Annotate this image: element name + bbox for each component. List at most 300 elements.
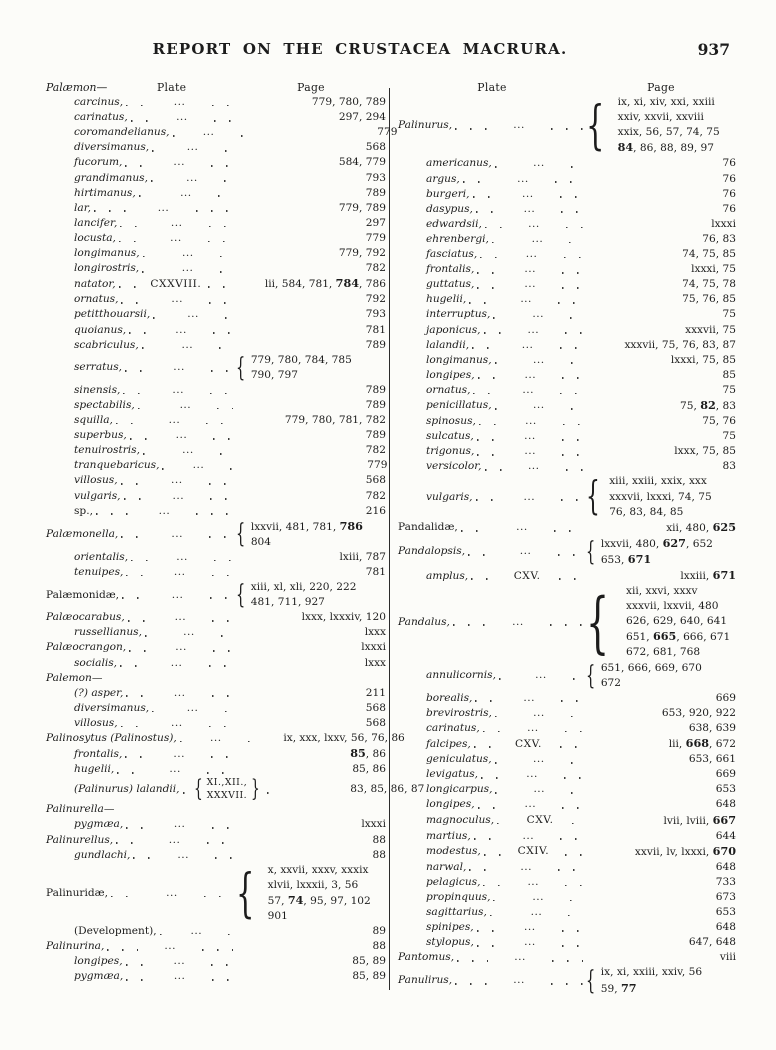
entry-name: lancifer, — [74, 216, 118, 229]
page-refs: 789 — [365, 186, 387, 199]
page-refs: lxxx, 75, 85 — [674, 445, 737, 458]
page-refs — [586, 474, 736, 519]
index-row — [398, 782, 736, 797]
dot-leader — [562, 377, 583, 379]
dot-leader — [209, 726, 233, 728]
index-row — [398, 890, 736, 905]
page-refs: 85 — [722, 368, 736, 381]
plate-ref: ... — [527, 875, 540, 888]
entry-name: falcipes, — [426, 737, 471, 750]
index-row — [398, 536, 736, 568]
entry-name: americanus, — [426, 157, 492, 170]
dot-leader — [153, 317, 161, 319]
page-refs: 653 — [715, 783, 737, 796]
entry-name: sagittarius, — [426, 906, 487, 919]
index-row — [46, 292, 386, 307]
index-row — [398, 935, 736, 950]
page-line: 901 — [267, 909, 288, 922]
plate-ref: ... — [175, 641, 187, 654]
dot-leader — [455, 128, 487, 130]
index-row — [46, 776, 425, 803]
index-row — [398, 875, 736, 890]
bold-page-ref: 667 — [712, 812, 736, 827]
dot-leader — [209, 536, 233, 538]
page-line: lxxvii, 480, 627, 652 — [600, 535, 713, 550]
plate-ref: ... — [169, 763, 181, 776]
plate-ref: ... — [172, 489, 185, 502]
dot-leader — [130, 438, 150, 440]
dot-leader — [479, 424, 499, 426]
entry-name: lalandii, — [426, 338, 470, 351]
entry-name: burgeri, — [426, 187, 470, 200]
entry-name: Palæocrangon, — [46, 641, 127, 654]
plate-ref: ... — [168, 833, 181, 846]
dot-leader — [121, 726, 145, 728]
page-line: 59, 77 — [600, 980, 637, 995]
dot-leader — [126, 105, 147, 107]
plate-ref: ... — [531, 232, 544, 245]
plate-ref: ... — [533, 706, 545, 719]
index-row — [46, 383, 386, 398]
entry-name: Palinurina, — [46, 940, 105, 953]
dot-leader — [477, 272, 498, 274]
page-refs: 779 — [367, 459, 388, 472]
index-row — [398, 277, 736, 292]
plate-ref: ... — [168, 414, 181, 427]
page-refs: 792 — [365, 293, 386, 306]
index-row — [398, 829, 736, 844]
index-row — [46, 671, 386, 686]
entry-name: longipes, — [74, 955, 123, 968]
page-refs: 75 — [722, 430, 736, 443]
index-row — [398, 95, 736, 156]
plate-ref: ... — [172, 383, 184, 396]
index-row — [46, 640, 386, 655]
entry-name: propinquus, — [426, 890, 491, 903]
index-row — [398, 767, 736, 782]
dot-leader — [142, 347, 156, 349]
plate-ref: ... — [522, 383, 535, 396]
index-row — [46, 954, 386, 969]
brace-glyph: { — [236, 862, 255, 924]
page-line: xxix, 56, 57, 74, 75 — [617, 126, 720, 139]
dot-leader — [211, 165, 233, 167]
index-row — [398, 905, 736, 920]
dot-leader — [560, 196, 583, 198]
dot-leader — [131, 120, 150, 122]
entry-name: longirostris, — [74, 262, 140, 275]
index-row — [46, 246, 386, 261]
page-refs: 75 — [722, 383, 736, 396]
plate-ref: CXXVIII. — [150, 277, 202, 290]
dot-leader — [212, 575, 233, 577]
dot-leader — [126, 964, 148, 966]
index-row — [46, 848, 386, 863]
page-lines — [251, 580, 386, 610]
plate-ref: ... — [528, 217, 540, 230]
plate-ref: ... — [186, 701, 199, 714]
dot-leader — [484, 854, 502, 856]
dot-leader — [129, 332, 149, 334]
entry-name: superbus, — [74, 429, 127, 442]
index-row — [46, 458, 386, 473]
entry-name: hugelii, — [74, 763, 115, 776]
entry-name: squilla, — [74, 414, 113, 427]
index-row — [46, 504, 386, 519]
index-row — [398, 232, 736, 247]
entry-name: carinatus, — [74, 111, 128, 124]
index-row — [46, 762, 386, 777]
plate-ref: ... — [187, 308, 199, 321]
index-row — [398, 338, 736, 353]
dot-leader — [126, 827, 147, 829]
entry-name: lar, — [74, 201, 91, 214]
dot-leader — [571, 166, 583, 168]
page-refs: 76 — [722, 172, 737, 185]
page-refs: lxxxi — [361, 641, 386, 654]
dot-leader — [213, 650, 233, 652]
entry-name: longipes, — [426, 798, 475, 811]
dot-leader — [212, 695, 233, 697]
index-row — [398, 172, 736, 187]
entry-name: Pandalidæ, — [398, 521, 458, 534]
index-row — [398, 691, 736, 706]
page-refs: 779, 792 — [338, 247, 387, 260]
plate-line: XXXVII. — [206, 789, 248, 801]
page-refs: 653, 661 — [688, 753, 737, 766]
entry-name: fasciatus, — [426, 248, 478, 261]
entry-name: russellianus, — [74, 626, 142, 639]
plate-ref: ... — [520, 860, 532, 873]
page-refs: 83, 85, 86, 87 — [350, 783, 425, 796]
dot-leader — [121, 536, 145, 538]
entry-name: carcinus, — [74, 96, 124, 109]
plate-ref: ... — [158, 504, 171, 517]
index-row — [46, 802, 386, 817]
index-row — [46, 656, 386, 671]
dot-leader — [131, 560, 150, 562]
dot-leader — [211, 370, 233, 372]
dot-leader — [183, 792, 187, 794]
dot-leader — [571, 762, 583, 764]
index-row — [398, 368, 736, 383]
dot-leader — [142, 271, 155, 273]
dot-leader — [493, 900, 506, 902]
index-row — [46, 398, 386, 413]
plate-ref: ... — [532, 353, 545, 366]
page-refs: 779 — [377, 126, 398, 139]
dot-leader — [215, 857, 233, 859]
dot-leader — [472, 347, 495, 349]
plate-ref: ... — [170, 716, 183, 729]
running-head — [48, 40, 732, 60]
plate-ref: CXV. — [526, 814, 554, 826]
page-refs: xxxvii, 75, 76, 83, 87 — [624, 338, 736, 351]
plate-ref: ... — [523, 490, 536, 503]
entry-name: penicillatus, — [426, 399, 492, 412]
entry-name: serratus, — [74, 361, 123, 374]
page-refs: 789 — [365, 383, 386, 396]
page-refs: 83 — [722, 460, 736, 473]
bold-page-ref: 627 — [662, 535, 686, 550]
plate-ref: ... — [526, 768, 538, 781]
entry-name: interruptus, — [426, 308, 491, 321]
bold-page-ref: 784 — [335, 276, 360, 291]
entry-name: versicolor, — [426, 460, 482, 473]
index-row — [46, 125, 398, 140]
plate-ref: ... — [181, 338, 194, 351]
plate-ref: ... — [173, 686, 186, 699]
entry-name: Palinuridæ, — [46, 886, 108, 899]
plate-ref: ... — [173, 361, 185, 374]
dot-leader — [571, 362, 583, 364]
dot-leader — [241, 135, 245, 137]
dot-leader — [560, 347, 583, 349]
page-refs: viii — [719, 951, 737, 964]
dot-leader — [493, 317, 506, 319]
dot-leader — [117, 772, 143, 774]
index-row — [46, 353, 386, 383]
dot-leader — [152, 711, 160, 713]
plate-ref: ... — [164, 940, 176, 953]
entry-name: grandimanus, — [74, 171, 148, 184]
dot-leader — [128, 620, 149, 622]
dot-leader — [125, 370, 147, 372]
dot-leader — [126, 979, 147, 981]
index-row — [398, 383, 736, 398]
dot-leader — [490, 915, 505, 917]
entry-name: Palæocarabus, — [46, 611, 125, 624]
dot-leader — [111, 896, 140, 898]
index-row — [398, 156, 736, 171]
page-refs: 669 — [715, 768, 737, 781]
dot-leader — [471, 578, 495, 580]
dot-leader — [474, 838, 497, 840]
index-row — [46, 338, 386, 353]
entry-name: diversimanus, — [74, 701, 150, 714]
page-line: 651, 665, 666, 671 — [626, 629, 731, 644]
index-row — [46, 140, 386, 155]
dot-leader — [571, 716, 583, 718]
entry-name: fucorum, — [74, 156, 123, 169]
page-refs: lxxx — [364, 626, 386, 639]
index-row — [398, 262, 736, 277]
plate-ref: ... — [513, 119, 525, 132]
dot-leader — [120, 226, 144, 228]
dot-leader — [212, 620, 233, 622]
plate-ref: ... — [181, 247, 194, 260]
index-row — [398, 706, 736, 721]
page-line: 626, 629, 640, 641 — [626, 615, 728, 628]
entry-name: villosus, — [74, 474, 118, 487]
index-row — [398, 813, 736, 829]
page-refs: 297 — [365, 216, 386, 229]
page-refs: 85, 86 — [352, 763, 387, 776]
index-row — [398, 414, 736, 429]
entry-name: petitthouarsii, — [74, 308, 151, 321]
page-refs: 793 — [365, 308, 387, 321]
dot-leader — [561, 499, 583, 501]
page-refs: 638, 639 — [688, 721, 737, 734]
index-row — [398, 247, 736, 262]
plate-ref: ... — [175, 323, 187, 336]
page-refs: 88 — [372, 848, 386, 861]
dot-leader — [492, 242, 506, 244]
plate-column-label: Plate — [477, 81, 507, 94]
dot-leader — [474, 746, 497, 748]
dot-leader — [476, 499, 498, 501]
dot-leader — [475, 700, 497, 702]
page-line: x, xxvii, xxxv, xxxix — [267, 863, 369, 876]
entry-name: locusta, — [74, 231, 116, 244]
dot-leader — [477, 454, 498, 456]
page-line: 84, 86, 88, 89, 97 — [617, 140, 715, 155]
plate-ref: ... — [173, 818, 186, 831]
entry-name: pygmæa, — [74, 818, 124, 831]
dot-leader — [209, 226, 233, 228]
dot-leader — [495, 362, 507, 364]
plate-ref: ... — [157, 201, 170, 214]
page-refs: 76 — [722, 187, 737, 200]
plate-ref: ... — [521, 187, 534, 200]
dot-leader — [554, 530, 583, 532]
page-refs — [586, 95, 736, 156]
plate-ref: ... — [170, 474, 183, 487]
dot-leader — [213, 332, 233, 334]
index-row — [398, 217, 736, 232]
page-refs: 75, 76 — [702, 415, 736, 428]
entry-name: Palinurella— — [46, 803, 115, 816]
page-refs: 584, 779 — [338, 156, 387, 169]
page-column-label: Page — [647, 81, 675, 94]
spacer — [204, 90, 233, 92]
entry-name: martius, — [426, 829, 471, 842]
page-line: 76, 83, 84, 85 — [609, 505, 684, 518]
dot-leader — [565, 885, 583, 887]
dot-leader — [480, 257, 499, 259]
entry-name: Palinurus, — [398, 119, 453, 132]
entry-name: socialis, — [74, 656, 118, 669]
entry-name: pelagicus, — [426, 875, 481, 888]
plate-ref: ... — [524, 921, 536, 934]
dot-leader — [214, 120, 233, 122]
page-refs: 85, 86 — [350, 746, 386, 761]
entry-name: villosus, — [74, 716, 118, 729]
index-row — [46, 610, 386, 625]
section-heading: Palæmon— — [46, 81, 108, 94]
page-refs: lii, 668, 672 — [668, 736, 736, 751]
spacer — [110, 90, 139, 92]
page-refs: xii, 480, 625 — [666, 519, 736, 534]
dot-leader — [162, 468, 166, 470]
page-refs: 85, 89 — [352, 955, 386, 968]
plate-ref: ... — [533, 753, 545, 766]
entry-name: japonicus, — [426, 323, 481, 336]
plate-ref: ... — [523, 691, 535, 704]
index-row — [398, 444, 736, 459]
plate-ref: ... — [180, 186, 192, 199]
entry-name: stylopus, — [426, 936, 474, 949]
index-row — [46, 731, 405, 746]
dot-leader — [212, 979, 233, 981]
page-number: 937 — [697, 40, 730, 59]
page-refs: 653 — [715, 906, 736, 919]
page-lines — [251, 519, 386, 550]
page-column-label: Page — [297, 81, 325, 94]
plate-ref: ... — [176, 550, 188, 563]
entry-name: geniculatus, — [426, 753, 492, 766]
page-lines — [601, 661, 736, 691]
dot-leader — [196, 210, 234, 212]
page-refs: 779, 780, 789 — [311, 96, 386, 109]
dot-leader — [551, 983, 583, 985]
dot-leader — [225, 150, 233, 152]
page-refs: xxvii, lv, lxxxi, 670 — [634, 843, 737, 858]
dot-leader — [133, 857, 151, 859]
dot-leader — [568, 915, 583, 917]
entry-name: orientalis, — [74, 550, 129, 563]
dot-leader — [248, 741, 252, 743]
dot-leader — [209, 302, 233, 304]
dot-leader — [562, 272, 583, 274]
dot-leader — [485, 469, 502, 471]
page-lines — [618, 95, 736, 156]
index-row — [46, 307, 386, 322]
index-row — [46, 323, 386, 338]
page-refs: lxxx — [364, 656, 387, 669]
plate-ref — [190, 777, 265, 802]
index-row — [46, 686, 386, 701]
index-row — [46, 276, 386, 292]
plate-ref: ... — [166, 886, 178, 899]
bold-page-ref: 625 — [712, 519, 736, 534]
plate-ref: ... — [523, 202, 536, 215]
entry-name: pygmæa, — [74, 970, 124, 983]
index-row — [46, 833, 386, 848]
index-row — [46, 565, 386, 580]
entry-name: Pantomus, — [398, 951, 455, 964]
index-row — [46, 171, 386, 186]
dot-leader — [129, 650, 149, 652]
plate-ref: ... — [202, 126, 215, 139]
index-row — [46, 716, 386, 731]
entry-name: ornatus, — [74, 293, 119, 306]
dot-leader — [160, 934, 165, 936]
entry-name: (Palinurus) lalandii, — [74, 783, 180, 796]
dot-leader — [497, 823, 508, 825]
dot-leader — [551, 128, 583, 130]
bold-page-ref: 665 — [652, 629, 677, 644]
index-row — [46, 428, 386, 443]
dot-leader — [561, 700, 583, 702]
dot-leader — [476, 211, 498, 213]
dot-leader — [562, 439, 583, 441]
entry-name: Palinosytus (Palinostus), — [46, 732, 177, 745]
dot-leader — [560, 746, 583, 748]
entry-name: Panulirus, — [398, 974, 453, 987]
dot-leader — [208, 286, 233, 288]
plate-ref: ... — [170, 231, 182, 244]
index-row — [398, 965, 736, 996]
page-refs: 779, 780, 781, 782 — [284, 414, 387, 427]
page-refs: 76 — [722, 157, 737, 170]
dot-leader — [565, 332, 583, 334]
index-row — [398, 950, 736, 965]
page-line: xxiv, xxvii, xxviii — [617, 111, 704, 124]
index-row — [398, 797, 736, 812]
page-refs: lxxxi — [361, 818, 387, 831]
dot-leader — [560, 393, 583, 395]
